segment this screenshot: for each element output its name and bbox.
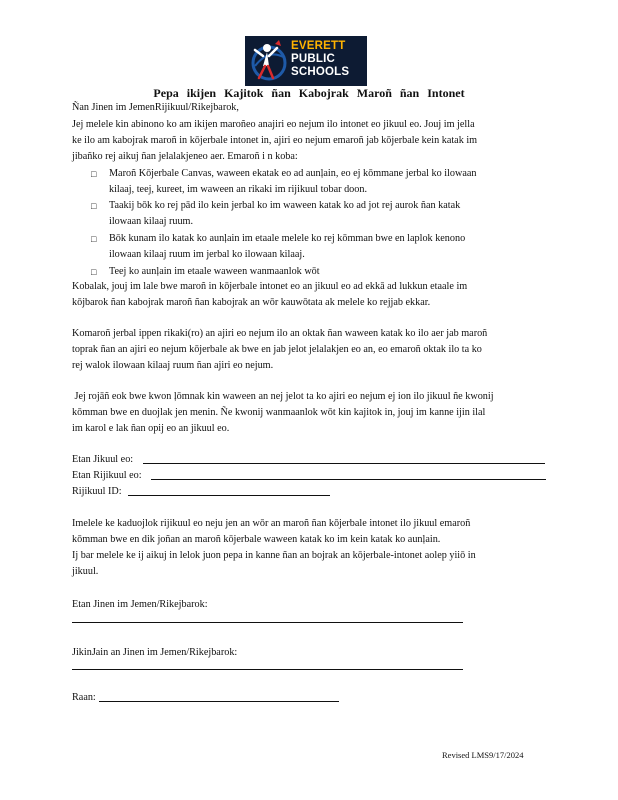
- parent-signature-line[interactable]: [72, 669, 463, 670]
- para2-line-1: Kobalak, jouj im lale bwe maroñ in kōjerbale intonet eo an jikuul eo ad ekkā ad lukkun etaale im: [72, 281, 468, 292]
- square-bullet-icon: □: [91, 201, 97, 211]
- para3-line-1: Komaroñ jerbal ippen rikaki(ro) an ajiri eo nejum ilo an oktak ñan waween katak ko ilo aer jab maroñ: [72, 328, 488, 339]
- square-bullet-icon: □: [91, 234, 97, 244]
- para3-line-3: rej walok ilowaan kilaaj ruum ñan ajiri eo nejum.: [72, 360, 274, 371]
- bullet-2-line-1: Taakij bōk ko rej pād ilo kein jerbal ko im waween katak ko ad jot rej aurok ñan katak: [109, 200, 461, 211]
- para5-line-3: Ij bar melele ke ij aikuj in lelok juon pepa in kanne ñan an bojrak an kōjerbale-intonet aolep yiiō in: [72, 550, 476, 561]
- square-bullet-icon: □: [91, 267, 97, 277]
- parent-name-line[interactable]: [72, 622, 463, 623]
- bullet-3-line-1: Bōk kunam ilo katak ko aunļain im etaale melele ko rej kōmman bwe en laplok kenono: [109, 233, 466, 244]
- logo-line-3: SCHOOLS: [291, 66, 350, 78]
- logo-emblem-icon: [245, 36, 291, 86]
- para5-line-1: Imelele ke kaduojlok rijikuul eo neju jen an wōr an maroñ ñan kōjerbale intonet ilo jikuul emaroñ: [72, 518, 471, 529]
- bullet-4-line-1: Teej ko aunļain im etaale waween wanmaanlok wōt: [109, 266, 320, 277]
- para4-line-3: im karol e lak ñan opij eo an jikuul eo.: [72, 423, 230, 434]
- student-field-line[interactable]: [151, 479, 546, 480]
- para5-line-4: jikuul.: [72, 566, 99, 577]
- bullet-3-line-2: ilowaan kilaaj ruum im jerbal ko ilowaan kilaaj.: [109, 249, 305, 260]
- bullet-2-line-2: ilowaan kilaaj ruum.: [109, 216, 194, 227]
- intro-line-3: jibañko rej aikuj ñan jelalakjeneo aer. Emaroñ i n koba:: [72, 151, 298, 162]
- para3-line-2: toprak ñan an ajiri eo nejum kōjerbale ak bwe en jab jelot jelalakjen eo an, eo emaroñ oktak ilo ta ko: [72, 344, 482, 355]
- student-id-field-line[interactable]: [128, 495, 330, 496]
- intro-line-2: ke ilo am kabojrak maroñ in kōjerbale intonet in, ajiri eo nejum emaroñ jab kōjerbale kein katak im: [72, 135, 478, 146]
- bullet-1-line-2: kilaaj, teej, kureet, im waween an rikaki im rijikuul tobar doon.: [109, 184, 368, 195]
- student-field-label: Etan Rijikuul eo:: [72, 470, 142, 481]
- parent-name-label: Etan Jinen im Jemen/Rikejbarok:: [72, 599, 208, 610]
- district-logo: [245, 36, 367, 86]
- date-line[interactable]: [99, 701, 339, 702]
- school-field-line[interactable]: [143, 463, 545, 464]
- logo-line-1: EVERETT: [291, 40, 346, 52]
- bullet-1-line-1: Maroñ Kōjerbale Canvas, waween ekatak eo ad aunļain, eo ej kōmmane jerbal ko ilowaan: [109, 168, 477, 179]
- salutation: Ñan Jinen im JemenRijikuul/Rikejbarok,: [72, 102, 239, 113]
- page-title: Pepa ikijen Kajitok ñan Kabojrak Maroñ ñan Intonet: [153, 86, 465, 100]
- para4-line-1: Jej rojāñ eok bwe kwon ļōmnak kin waween an nej jelot ta ko ajiri eo nejum ej ion ilo jikuul ñe kwonij: [72, 391, 494, 402]
- square-bullet-icon: □: [91, 169, 97, 179]
- school-field-label: Etan Jikuul eo:: [72, 454, 134, 465]
- student-id-field-label: Rijikuul ID:: [72, 486, 122, 497]
- parent-signature-label: JikinJain an Jinen im Jemen/Rikejbarok:: [72, 647, 238, 658]
- para5-line-2: kōmman bwe en dik joñan an maroñ kōjerbale waween katak ko im kein katak ko aunļain.: [72, 534, 441, 545]
- para2-line-2: kōjbarok ñan kabojrak maroñ ñan kabojrak an wōr kauwōtata ak melele ko rejjab ekkar.: [72, 297, 431, 308]
- revision-footer: Revised LMS9/17/2024: [442, 750, 524, 760]
- para4-line-2: kōmman bwe en duojlak jen menin. Ñe kwonij wanmaanlok wōt kin kajitok in, jouj im kanne ijin ilal: [72, 407, 486, 418]
- date-label: Raan:: [72, 692, 96, 703]
- intro-line-1: Jej melele kin abinono ko am ikijen maroñeo anajiri eo nejum ilo intonet eo jikuul eo. Jouj im jella: [72, 119, 475, 130]
- logo-line-2: PUBLIC: [291, 53, 336, 65]
